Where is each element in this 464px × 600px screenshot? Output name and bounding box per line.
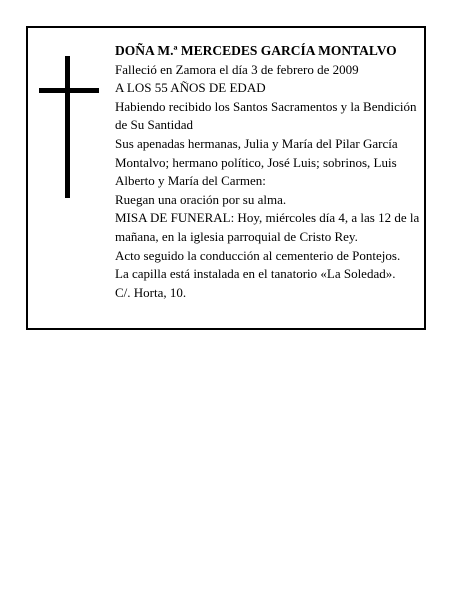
obituary-text <box>115 42 421 302</box>
age-line: A LOS 55 AÑOS DE EDAD <box>115 80 266 96</box>
death-date-place: Falleció en Zamora el día 3 de febrero de 2009 <box>115 61 359 77</box>
obituary-notice <box>26 26 426 330</box>
deceased-name: DOÑA M.ª MERCEDES GARCÍA MONTALVO <box>115 43 397 58</box>
funeral-mass-line: MISA DE FUNERAL: Hoy, miércoles día 4, a las 12 de la mañana, en la iglesia parroquial de Cristo Rey. <box>115 210 420 244</box>
sacraments-line: Habiendo recibido los Santos Sacramentos y la Bendición de Su Santidad <box>115 98 417 133</box>
prayer-line: Ruegan una oración por su alma. <box>115 191 287 207</box>
cross-vertical-bar <box>65 56 70 198</box>
procession-line: Acto seguido la conducción al cementerio de Pontejos. <box>115 247 401 263</box>
cross-horizontal-bar <box>39 88 99 93</box>
cross-icon <box>39 56 99 198</box>
chapel-line: La capilla está instalada en el tanatorio «La Soledad». <box>115 266 396 282</box>
address-line: C/. Horta, 10. <box>115 284 187 300</box>
family-line: Sus apenadas hermanas, Julia y María del Pilar García Montalvo; hermano político, José Luis; sobrinos, Luis Alberto y María del Carmen: <box>115 135 398 189</box>
